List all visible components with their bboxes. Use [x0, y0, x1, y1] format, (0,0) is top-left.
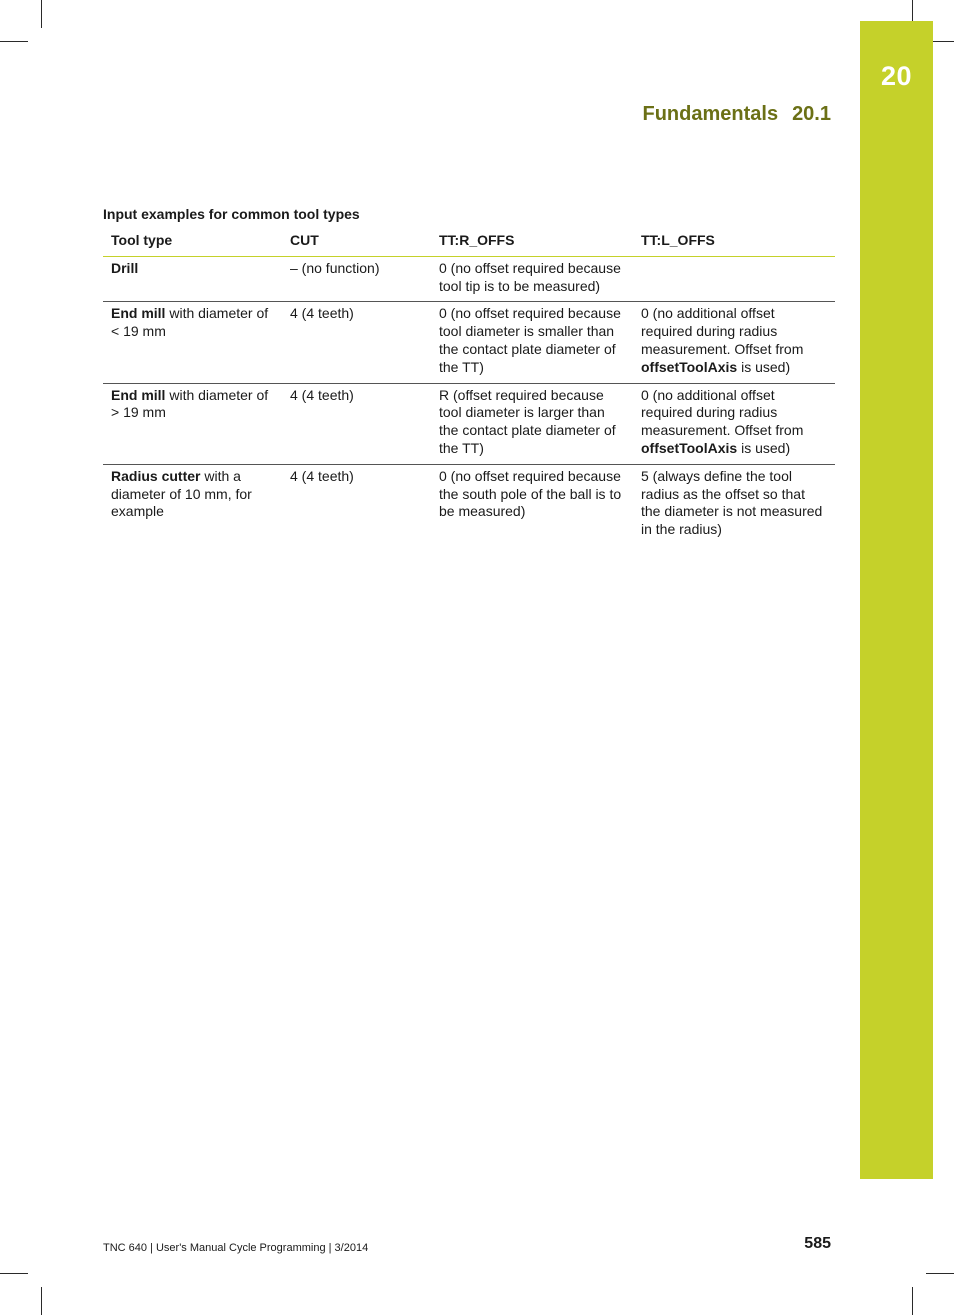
- crop-mark: [0, 41, 28, 42]
- table-row: [103, 256, 835, 302]
- cell-r-offs: 0 (no offset required because the south pole of the ball is to be measured): [439, 467, 622, 520]
- cell-l-offs: [633, 383, 835, 464]
- cell-tool-type: [103, 383, 282, 464]
- column-header-l-offs: TT:L_OFFS: [633, 228, 835, 256]
- crop-mark: [926, 1273, 954, 1274]
- cell-cut: – (no function): [282, 256, 431, 302]
- cell-r-offs: 0 (no offset required because tool diameter is smaller than the contact plate diameter of the TT): [431, 302, 633, 383]
- l-offs-text-end: is used): [737, 358, 791, 375]
- l-offs-param: offsetToolAxis: [641, 358, 738, 375]
- column-header-tool-type: Tool type: [103, 228, 282, 256]
- cell-l-offs: [633, 464, 835, 545]
- l-offs-param: offsetToolAxis: [641, 439, 738, 456]
- section-header: [642, 103, 831, 126]
- table-header-row: [103, 228, 835, 256]
- cell-r-offs: 0 (no offset required because tool tip is to be measured): [431, 256, 633, 302]
- column-header-r-offs: TT:R_OFFS: [431, 228, 633, 256]
- tool-name: Radius cutter: [111, 467, 201, 484]
- cell-tool-type: [103, 302, 282, 383]
- crop-mark: [0, 1273, 28, 1274]
- page-number: 585: [804, 1235, 831, 1252]
- tool-name: Drill: [111, 259, 139, 276]
- tool-desc: with a diameter of 10 mm, for example: [111, 467, 252, 520]
- section-title: Fundamentals: [642, 103, 779, 125]
- chapter-tab: [860, 21, 933, 1179]
- cell-r-offs: R (offset required because tool diameter is larger than the contact plate diameter of the TT): [431, 383, 633, 464]
- column-header-cut: CUT: [282, 228, 431, 256]
- chapter-number: 20: [880, 61, 913, 91]
- footer-text: TNC 640 | User's Manual Cycle Programming | 3/2014: [103, 1242, 369, 1254]
- l-offs-text: 5 (always define the tool radius as the offset so that the diameter is not measured in the radius): [641, 467, 823, 538]
- table-caption: Input examples for common tool types: [103, 206, 360, 222]
- cell-tool-type: [103, 464, 282, 545]
- l-offs-text: 0 (no additional offset required during radius measurement. Offset from: [641, 305, 804, 357]
- tool-desc: with diameter of < 19 mm: [111, 305, 269, 340]
- cell-cut: 4 (4 teeth): [282, 383, 431, 464]
- tool-types-table: [103, 228, 835, 545]
- tool-desc: with diameter of > 19 mm: [111, 386, 269, 421]
- cell-l-offs: [633, 256, 835, 302]
- table-row: [103, 302, 835, 383]
- cell-tool-type: [103, 256, 282, 302]
- tool-name: End mill: [111, 386, 166, 403]
- l-offs-text-end: is used): [737, 439, 791, 456]
- l-offs-text: 0 (no additional offset required during radius measurement. Offset from: [641, 386, 804, 439]
- crop-mark: [912, 1287, 913, 1315]
- crop-mark: [41, 0, 42, 28]
- cell-l-offs: [633, 302, 835, 383]
- crop-mark: [41, 1287, 42, 1315]
- tool-name: End mill: [111, 305, 166, 322]
- table-row: [103, 464, 835, 545]
- cell-cut: 4 (4 teeth): [290, 467, 354, 484]
- section-number: 20.1: [792, 103, 831, 125]
- cell-cut: 4 (4 teeth): [282, 302, 431, 383]
- table-row: [103, 383, 835, 464]
